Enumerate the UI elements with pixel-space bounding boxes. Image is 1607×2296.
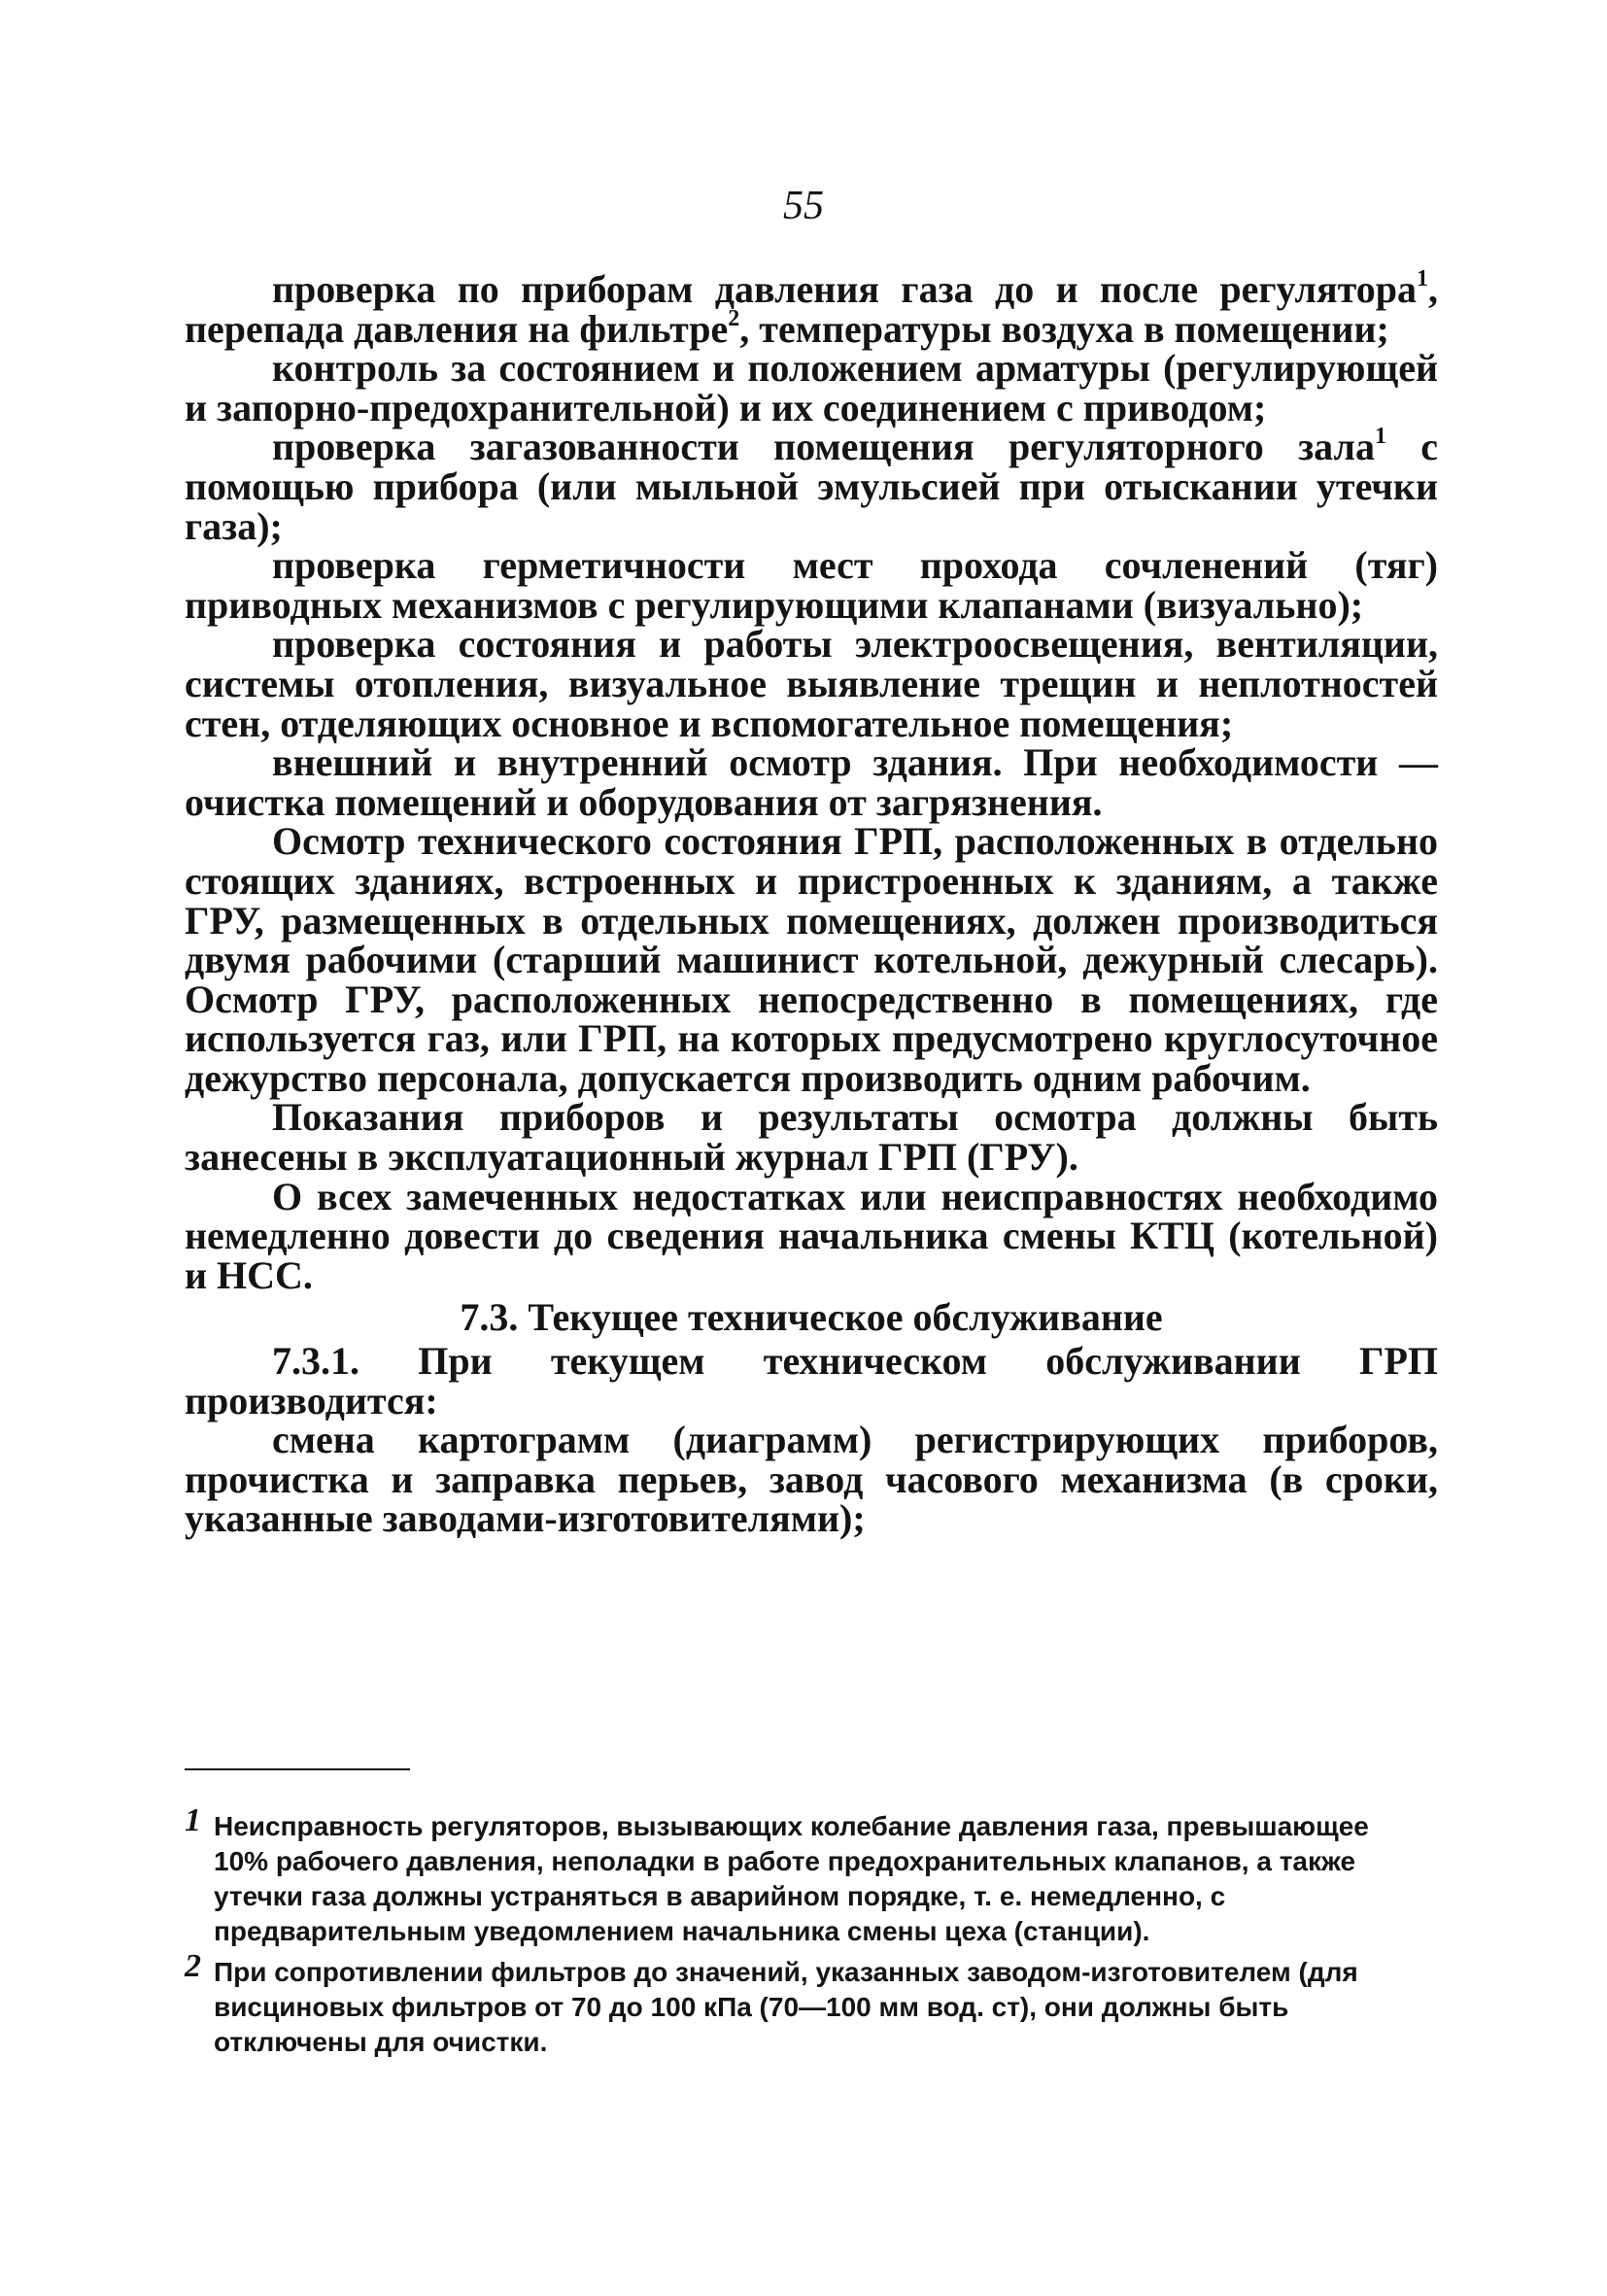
paragraph [185,1174,1438,1297]
paragraph [185,266,1438,351]
text-run: контроль за состоянием и положением арматуры (регулирующей и запорно-предохранительной) и их соединением с приводом; [185,346,1438,429]
footnote-divider [185,1768,410,1770]
paragraph [185,1339,1438,1422]
paragraph [185,819,1438,1100]
text-run: проверка герметичности мест прохода сочленений (тяг) приводных механизмов с регулирующими клапанами (визуально); [185,543,1438,627]
text-run: 7.3.1. При текущем техническом обслуживании ГРП производится: [185,1339,1438,1422]
paragraph [185,1418,1438,1541]
footnote-ref: 1 [1417,266,1428,292]
text-run: Осмотр технического состояния ГРП, расположенных в отдельно стоящих зданиях, встроенных и пристроенных к зданиям, а также ГРУ, размещенных в отдельных помещениях, должен производиться двумя рабочими (старший машинист котельной, дежурный слесарь). Осмотр ГРУ, расположенных непосредственно в помещениях, где используется газ, или ГРП, на которых предусмотрено круглосуточное дежурство персонала, допускается производить одним рабочим. [185,819,1438,1100]
text-run: О всех замеченных недостатках или неисправностях необходимо немедленно довести до сведения начальника смены КТЦ (котельной) и НСС. [185,1174,1438,1297]
paragraph-list [185,266,1438,1297]
paragraph [185,424,1438,548]
text-run: проверка состояния и работы электроосвещения, вентиляции, системы отопления, визуальное выявление трещин и неплотностей стен, отделяющих основное и вспомогательное помещения; [185,622,1438,745]
paragraph [185,740,1438,824]
text-run: , температуры воздуха в помещении; [739,306,1389,351]
paragraph [185,1095,1438,1180]
paragraph [185,543,1438,627]
text-run: смена картограмм (диаграмм) регистрирующих приборов, прочистка и заправка перьев, завод часового механизма (в сроки, указанные заводами-изготовителями); [185,1418,1438,1541]
footnote-ref: 2 [728,305,740,331]
footnote [185,1802,1399,1949]
section-heading: 7.3. Текущее техническое обслуживание [460,1295,1163,1340]
footnote-ref: 1 [1374,424,1386,450]
footnote [185,1948,1399,2060]
text-run: внешний и внутренний осмотр здания. При необходимости — очистка помещений и оборудования от загрязнения. [185,740,1438,824]
page-number: 55 [783,184,824,228]
body-text [185,266,1438,1541]
paragraph [185,346,1438,429]
footnotes [185,1802,1399,2066]
footnote-mark: 2 [185,1948,201,1984]
footnote-mark: 1 [185,1802,201,1838]
text-run: проверка загазованности помещения регуляторного зала [272,425,1375,469]
footnote-text: При сопротивлении фильтров до значений, указанных заводом-изготовителем (для висциновых фильтров от 70 до 100 кПа (70—100 мм вод. ст), они должны быть отключены для очистки. [214,1957,1358,2057]
text-run: с помощью прибора (или мыльной эмульсией при отыскании утечки газа); [185,425,1438,548]
paragraph [185,622,1438,745]
text-run: , перепада давления на фильтре [185,267,1438,351]
text-run: проверка по приборам давления газа до и после регулятора [272,267,1417,311]
section-paragraph-list [185,1339,1438,1541]
text-run: Показания приборов и результаты осмотра должны быть занесены в эксплуатационный журнал ГРП (ГРУ). [185,1095,1438,1180]
footnote-text: Неисправность регуляторов, вызывающих колебание давления газа, превышающее 10% рабочего давления, неполадки в работе предохранительных клапанов, а также утечки газа должны устраняться в аварийном порядке, т. е. немедленно, с предварительным уведомлением начальника смены цеха (станции). [214,1811,1369,1946]
